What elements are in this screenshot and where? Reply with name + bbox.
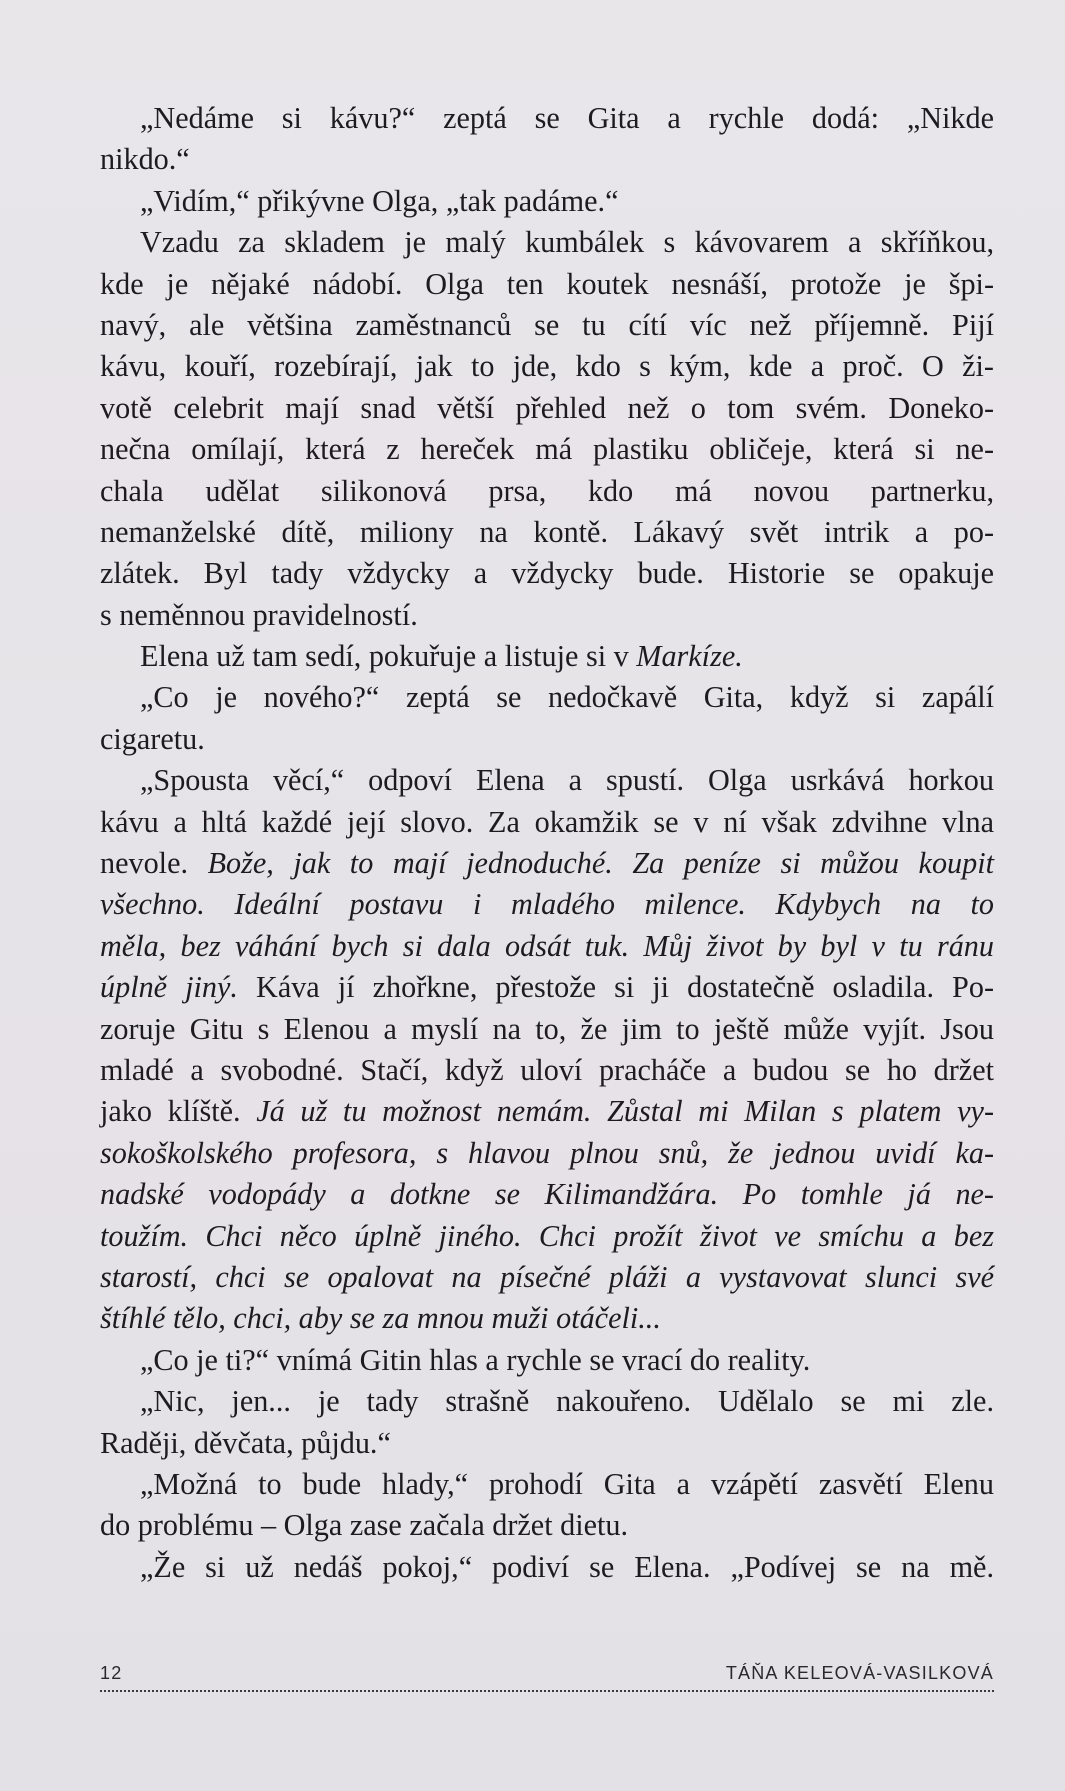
text-run: nečna omílají, která z hereček má plastiku obličeje, která si ne-: [100, 432, 994, 467]
text-run: cigaretu.: [100, 721, 205, 756]
text-run: nevole.: [100, 846, 208, 881]
text-run: votě celebrit mají snad větší přehled než o tom svém. Doneko-: [100, 390, 994, 425]
text-line: [100, 1009, 994, 1050]
text-run: Elena už tam sedí, pokuřuje a listuje si v: [140, 639, 637, 674]
page-footer: [100, 1663, 994, 1703]
text-run: Raději, děvčata, půjdu.“: [100, 1425, 391, 1460]
text-line: [100, 553, 994, 594]
text-run: navý, ale většina zaměstnanců se tu cítí víc než příjemně. Pijí: [100, 307, 994, 342]
text-line: [100, 429, 994, 470]
running-author: TÁŇA KELEOVÁ-VASILKOVÁ: [725, 1663, 994, 1683]
text-run: kávu a hltá každé její slovo. Za okamžik se v ní však zdvihne vlna: [100, 804, 994, 839]
italic-text: štíhlé tělo, chci, aby se za mnou muži otáčeli...: [100, 1301, 661, 1336]
text-line: [100, 802, 994, 843]
text-line: [100, 1547, 994, 1588]
text-run: „Co je ti?“ vnímá Gitin hlas a rychle se vrací do reality.: [140, 1342, 811, 1377]
text-run: „Vidím,“ přikývne Olga, „tak padáme.“: [140, 183, 619, 218]
italic-text: starostí, chci se opalovat na písečné pláži a vystavovat slunci své: [100, 1259, 994, 1294]
text-line: [100, 139, 994, 180]
text-line: [100, 926, 994, 967]
text-run: kde je nějaké nádobí. Olga ten koutek nesnáší, protože je špi-: [100, 266, 994, 301]
text-line: [100, 1423, 994, 1464]
text-line: [100, 1464, 994, 1505]
text-line: [100, 98, 994, 139]
text-line: [100, 595, 994, 636]
text-line: [100, 1298, 994, 1339]
text-run: „Možná to bude hlady,“ prohodí Gita a vzápětí zasvětí Elenu: [140, 1466, 994, 1501]
text-line: [100, 181, 994, 222]
text-line: [100, 346, 994, 387]
italic-text: měla, bez váhání bych si dala odsát tuk. Můj život by byl v tu ránu: [100, 928, 994, 963]
text-run: kávu, kouří, rozebírají, jak to jde, kdo s kým, kde a proč. O ži-: [100, 349, 994, 384]
italic-text: všechno. Ideální postavu i mladého milence. Kdybych na to: [100, 887, 994, 922]
text-line: [100, 471, 994, 512]
text-line: [100, 719, 994, 760]
text-run: do problému – Olga zase začala držet dietu.: [100, 1508, 629, 1543]
text-run: „Spousta věcí,“ odpoví Elena a spustí. Olga usrkává horkou: [140, 763, 994, 798]
text-run: jako klíště.: [100, 1094, 257, 1129]
dotted-rule: [100, 1690, 994, 1692]
italic-text: úplně jiný.: [100, 970, 238, 1005]
text-line: [100, 1505, 994, 1546]
text-line: [100, 1216, 994, 1257]
italic-text: toužím. Chci něco úplně jiného. Chci prožít život ve smíchu a bez: [100, 1218, 994, 1253]
text-line: [100, 1091, 994, 1132]
text-line: [100, 760, 994, 801]
text-run: Káva jí zhořkne, přestože si ji dostatečně osladila. Po-: [237, 970, 994, 1005]
body-text: [100, 98, 994, 1588]
text-run: mladé a svobodné. Stačí, když uloví pracháče a budou se ho držet: [100, 1052, 994, 1087]
italic-text: nadské vodopády a dotkne se Kilimandžára. Po tomhle já ne-: [100, 1177, 994, 1212]
text-line: [100, 388, 994, 429]
page-number: 12: [100, 1663, 123, 1683]
text-line: [100, 1174, 994, 1215]
text-line: [100, 1050, 994, 1091]
text-line: [100, 884, 994, 925]
italic-text: Já už tu možnost nemám. Zůstal mi Milan s platem vy-: [256, 1094, 994, 1129]
text-line: [100, 305, 994, 346]
text-run: „Co je nového?“ zeptá se nedočkavě Gita, když si zapálí: [140, 680, 994, 715]
italic-text: Markíze.: [636, 639, 743, 674]
text-line: [100, 843, 994, 884]
text-run: chala udělat silikonová prsa, kdo má novou partnerku,: [100, 473, 994, 508]
text-line: [100, 1340, 994, 1381]
text-line: [100, 967, 994, 1008]
text-run: „Nic, jen... je tady strašně nakouřeno. Udělalo se mi zle.: [140, 1384, 994, 1419]
italic-text: sokoškolského profesora, s hlavou plnou snů, že jednou uvidí ka-: [100, 1135, 994, 1170]
text-run: Vzadu za skladem je malý kumbálek s kávovarem a skříňkou,: [140, 225, 994, 260]
text-line: [100, 1257, 994, 1298]
text-run: „Nedáme si kávu?“ zeptá se Gita a rychle dodá: „Nikde: [140, 101, 994, 135]
text-line: [100, 636, 994, 677]
text-run: nikdo.“: [100, 142, 190, 177]
text-run: nemanželské dítě, miliony na kontě. Lákavý svět intrik a po-: [100, 514, 994, 549]
text-run: zoruje Gitu s Elenou a myslí na to, že jim to ještě může vyjít. Jsou: [100, 1011, 994, 1046]
italic-text: Bože, jak to mají jednoduché. Za peníze si můžou koupit: [207, 846, 994, 881]
text-line: [100, 512, 994, 553]
text-line: [100, 1133, 994, 1174]
text-line: [100, 222, 994, 263]
text-line: [100, 677, 994, 718]
text-line: [100, 264, 994, 305]
text-run: zlátek. Byl tady vždycky a vždycky bude. Historie se opakuje: [100, 556, 994, 591]
text-run: „Že si už nedáš pokoj,“ podiví se Elena. „Podívej se na mě.: [140, 1549, 994, 1584]
text-run: s neměnnou pravidelností.: [100, 597, 418, 632]
text-line: [100, 1381, 994, 1422]
